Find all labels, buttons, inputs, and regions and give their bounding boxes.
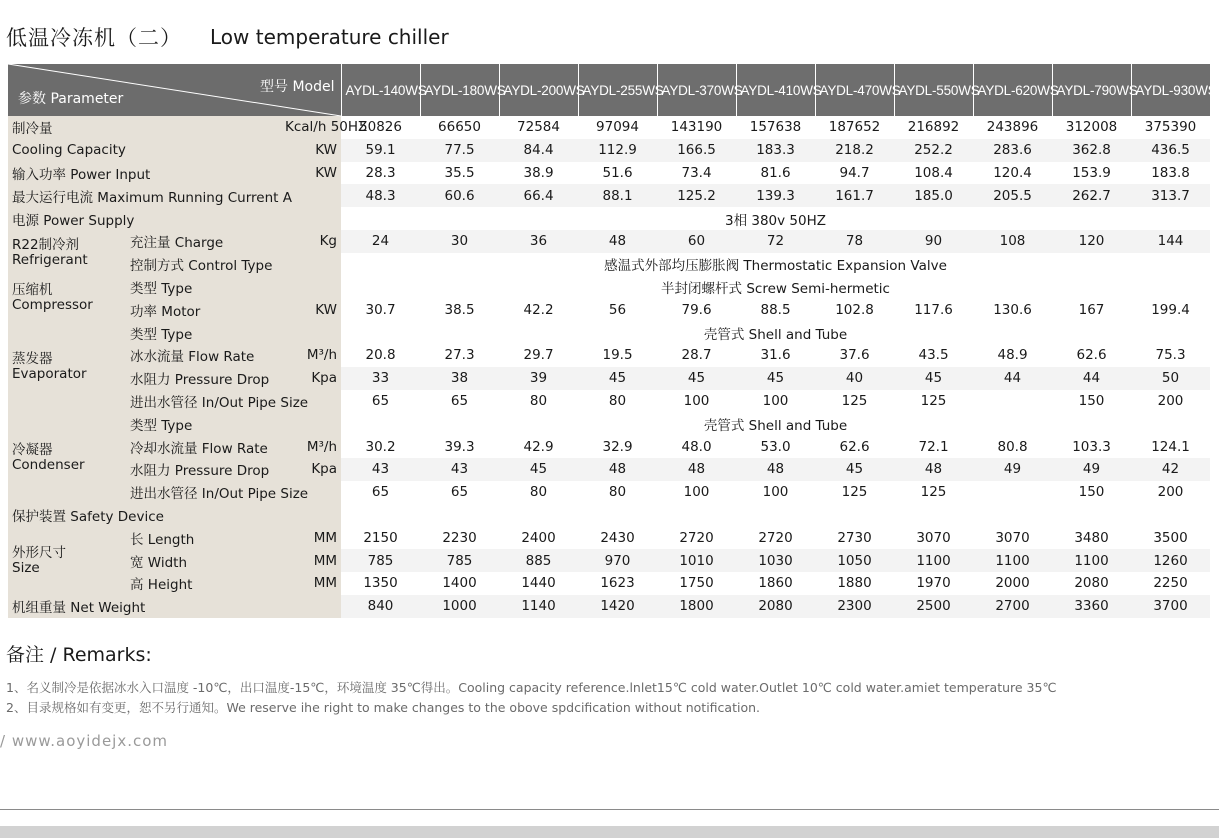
row-label: 宽 Width [126,549,281,572]
row-label: 保护装置 Safety Device [8,504,341,527]
row-label: 进出水管径 In/Out Pipe Size [126,481,341,504]
value-cell: 150 [1078,484,1105,501]
value-cell: 2080 [736,595,815,618]
row-unit: MM [281,526,341,549]
value-cell: 3700 [1131,595,1210,618]
value-cell: 2720 [758,529,793,546]
row-label: 长 Length [126,526,281,549]
row-label: 高 Height [126,572,281,595]
model-header: AYDL-180WS [420,64,499,116]
value-cell: 200 [1157,484,1184,501]
value-cell: 36 [499,230,578,253]
table-row [8,458,1210,481]
value-cell: 2230 [442,529,477,546]
table-row [8,435,1210,458]
value-cell: 108 [973,230,1052,253]
value-cell: 80 [608,392,627,409]
value-cell: 139.3 [736,184,815,207]
control-type-value: 感温式外部均压膨胀阀 Thermostatic Expansion Valve [604,258,947,275]
row-unit: M³/h [281,435,341,458]
row-label: 机组重量 Net Weight [8,595,341,618]
value-cell: 157638 [749,119,802,136]
value-cell: 50 [1131,367,1210,390]
row-label: 冷却水流量 Flow Rate [126,435,281,458]
value-cell: 90 [894,230,973,253]
value-cell: 40 [815,367,894,390]
value-cell: 1880 [837,575,872,592]
value-cell: 51.6 [602,164,633,181]
value-cell: 49 [973,458,1052,481]
group-label [8,526,126,594]
value-cell: 30.7 [365,301,396,318]
table-row [8,344,1210,367]
value-cell: 1050 [815,549,894,572]
corner-header-cell [8,64,341,116]
value-cell: 60.6 [420,184,499,207]
value-cell: 73.4 [681,164,712,181]
value-cell: 48.0 [681,438,712,455]
value-cell: 2150 [363,529,398,546]
value-cell: 43 [341,458,420,481]
value-cell: 1420 [578,595,657,618]
value-cell: 100 [683,392,710,409]
value-cell: 48 [736,458,815,481]
value-cell: 103.3 [1072,438,1111,455]
value-cell: 1100 [1052,549,1131,572]
value-cell: 48.9 [997,347,1028,364]
value-cell: 88.5 [760,301,791,318]
table-row [8,162,1210,185]
value-cell: 117.6 [914,301,953,318]
value-cell: 43.5 [918,347,949,364]
value-cell: 436.5 [1131,139,1210,162]
model-header: AYDL-550WS [894,64,973,116]
value-cell: 125 [841,392,868,409]
row-unit: M³/h [281,344,341,367]
value-cell: 60 [657,230,736,253]
row-unit: MM [281,549,341,572]
row-label: 进出水管径 In/Out Pipe Size [126,390,341,413]
value-cell: 187652 [828,119,881,136]
value-cell: 42 [1131,458,1210,481]
value-cell: 2000 [995,575,1030,592]
value-cell: 43 [420,458,499,481]
value-cell: 840 [341,595,420,618]
value-cell: 125 [920,484,947,501]
value-cell: 38.9 [523,164,554,181]
value-cell: 1260 [1131,549,1210,572]
value-cell: 362.8 [1052,139,1131,162]
value-cell: 153.9 [1072,164,1111,181]
row-label: 水阻力 Pressure Drop [126,367,281,390]
value-cell: 72 [736,230,815,253]
value-cell: 3070 [995,529,1030,546]
value-cell: 1860 [758,575,793,592]
value-cell: 1970 [916,575,951,592]
table-row [8,298,1210,321]
value-cell: 94.7 [839,164,870,181]
value-cell: 97094 [596,119,639,136]
value-cell: 45 [736,367,815,390]
value-cell: 1750 [679,575,714,592]
value-cell: 785 [420,549,499,572]
value-cell: 66.4 [499,184,578,207]
value-cell: 27.3 [444,347,475,364]
value-cell: 183.8 [1151,164,1190,181]
value-cell: 2500 [894,595,973,618]
value-cell: 59.1 [341,139,420,162]
row-unit: Kg [281,230,341,253]
value-cell: 31.6 [760,347,791,364]
value-cell: 38 [420,367,499,390]
value-cell: 167 [1078,301,1105,318]
remarks-title: 备注 / Remarks: [6,644,152,666]
table-row [8,276,1210,299]
title-en: Low temperature chiller [210,25,449,49]
value-cell: 78 [815,230,894,253]
value-cell: 45 [894,367,973,390]
value-cell: 62.6 [1076,347,1107,364]
table-row [8,504,1210,527]
value-cell: 32.9 [602,438,633,455]
value-cell: 45 [578,367,657,390]
table-row [8,572,1210,595]
value-cell: 48 [578,230,657,253]
table-row [8,230,1210,253]
group-label-cn: 蒸发器 [12,350,53,367]
group-label-en: Evaporator [12,365,87,382]
row-unit: Kcal/h 50HZ [281,116,341,139]
value-cell: 38.5 [444,301,475,318]
group-label-en: Condenser [12,456,85,473]
value-cell: 243896 [986,119,1039,136]
value-cell: 2700 [973,595,1052,618]
model-header: AYDL-255WS [578,64,657,116]
value-cell: 1350 [363,575,398,592]
value-cell: 45 [815,458,894,481]
table-row [8,549,1210,572]
value-cell: 2400 [521,529,556,546]
model-header: AYDL-930WS [1131,64,1210,116]
value-cell: 48 [578,458,657,481]
value-cell: 2250 [1153,575,1188,592]
value-cell: 1100 [894,549,973,572]
row-unit: KW [281,162,341,185]
value-cell: 1440 [521,575,556,592]
value-cell: 3360 [1052,595,1131,618]
value-cell: 312008 [1065,119,1118,136]
value-cell: 29.7 [523,347,554,364]
value-cell: 1400 [442,575,477,592]
model-header: AYDL-620WS [973,64,1052,116]
value-cell: 53.0 [760,438,791,455]
value-cell: 62.6 [839,438,870,455]
value-cell: 100 [762,392,789,409]
value-cell: 19.5 [602,347,633,364]
footer-bar [0,826,1219,838]
power-supply-value: 3相 380v 50HZ [725,212,827,229]
value-cell: 45 [499,458,578,481]
value-cell: 1623 [600,575,635,592]
value-cell: 66650 [438,119,481,136]
value-cell: 161.7 [815,184,894,207]
group-label-cn: 冷凝器 [12,441,53,458]
value-cell: 3070 [916,529,951,546]
value-cell: 56 [608,301,627,318]
group-label-cn: 压缩机 [12,282,53,299]
website-link[interactable]: / www.aoyidejx.com [0,732,169,750]
value-cell: 65 [450,484,469,501]
value-cell: 80 [608,484,627,501]
page-title [6,20,449,54]
table-row [8,595,1210,618]
row-label: 输入功率 Power Input [8,162,281,185]
value-cell: 112.9 [578,139,657,162]
model-header: AYDL-790WS [1052,64,1131,116]
value-cell: 30 [420,230,499,253]
value-cell: 885 [499,549,578,572]
value-cell: 77.5 [420,139,499,162]
model-header: AYDL-470WS [815,64,894,116]
group-label-en: Size [12,559,40,576]
value-cell: 1800 [657,595,736,618]
table-row [8,367,1210,390]
evaporator-type-value: 壳管式 Shell and Tube [703,326,848,343]
value-cell: 970 [578,549,657,572]
value-cell: 124.1 [1151,438,1190,455]
value-cell: 3500 [1153,529,1188,546]
model-header: AYDL-370WS [657,64,736,116]
value-cell: 130.6 [993,301,1032,318]
value-cell: 35.5 [444,164,475,181]
remark-note: 1、名义制冷是依据冰水入口温度 -10℃，出口温度-15℃，环境温度 35℃得出。Cooling capacity reference.lnlet15℃ cold water.Outlet 10℃ cold water.amiet temperature 35℃ [6,680,1057,695]
value-cell: 125.2 [657,184,736,207]
table-row [8,412,1210,435]
value-cell: 2720 [679,529,714,546]
value-cell: 252.2 [894,139,973,162]
row-label: 水阻力 Pressure Drop [126,458,281,481]
value-cell: 48.3 [341,184,420,207]
value-cell: 65 [371,392,390,409]
title-cn: 低温冷冻机（二） [6,26,182,50]
value-cell: 218.2 [815,139,894,162]
value-cell: 1140 [499,595,578,618]
value-cell: 166.5 [657,139,736,162]
value-cell: 262.7 [1052,184,1131,207]
value-cell: 30.2 [365,438,396,455]
group-label-cn: 外形尺寸 [12,544,66,561]
value-cell: 120.4 [993,164,1032,181]
value-cell: 88.1 [578,184,657,207]
row-label: 冰水流量 Flow Rate [126,344,281,367]
model-label: 型号 Model [260,79,335,95]
group-label-cn: R22制冷剂 [12,236,80,253]
value-cell: 108.4 [914,164,953,181]
value-cell: 45 [657,367,736,390]
value-cell: 28.3 [365,164,396,181]
value-cell: 48 [657,458,736,481]
value-cell: 100 [762,484,789,501]
value-cell: 3480 [1074,529,1109,546]
parameter-label: 参数 Parameter [18,91,124,107]
group-label [8,276,126,322]
table-row [8,481,1210,504]
value-cell: 28.7 [681,347,712,364]
value-cell: 144 [1131,230,1210,253]
value-cell: 39.3 [444,438,475,455]
value-cell: 80 [529,392,548,409]
value-cell: 48 [894,458,973,481]
row-label: 类型 Type [126,412,341,435]
value-cell: 50826 [359,119,402,136]
table-row [8,390,1210,413]
value-cell: 2300 [815,595,894,618]
group-label [8,321,126,412]
value-cell: 100 [683,484,710,501]
value-cell [973,390,1052,413]
model-header: AYDL-410WS [736,64,815,116]
table-row [8,207,1210,230]
row-label: 类型 Type [126,276,341,299]
value-cell: 39 [499,367,578,390]
value-cell: 65 [450,392,469,409]
row-unit: KW [281,139,341,162]
condenser-type-value: 壳管式 Shell and Tube [703,417,848,434]
value-cell: 42.2 [523,301,554,318]
value-cell: 37.6 [839,347,870,364]
compressor-type-value: 半封闭螺杆式 Screw Semi-hermetic [661,280,890,297]
value-cell: 75.3 [1155,347,1186,364]
value-cell: 65 [371,484,390,501]
value-cell: 42.9 [523,438,554,455]
remark-note: 2、目录规格如有变更，恕不另行通知。We reserve ihe right to make changes to the obove spdcification without notification. [6,700,760,715]
value-cell: 2430 [600,529,635,546]
table-row [8,526,1210,549]
value-cell: 84.4 [499,139,578,162]
value-cell: 375390 [1144,119,1197,136]
value-cell: 125 [920,392,947,409]
value-cell: 1000 [420,595,499,618]
row-unit: KW [281,298,341,321]
value-cell: 205.5 [973,184,1052,207]
model-header: AYDL-200WS [499,64,578,116]
divider [0,809,1219,810]
table-row [8,321,1210,344]
row-label: 功率 Motor [126,298,281,321]
value-cell: 1030 [736,549,815,572]
row-unit: MM [281,572,341,595]
value-cell: 44 [1052,367,1131,390]
value-cell: 216892 [907,119,960,136]
table-row [8,253,1210,276]
model-header: AYDL-140WS [341,64,420,116]
safety-device-value [341,504,1210,527]
group-label [8,412,126,503]
row-label: 充注量 Charge [126,230,281,253]
value-cell: 20.8 [365,347,396,364]
value-cell: 785 [341,549,420,572]
row-label: 制冷量 [8,116,281,139]
value-cell: 120 [1052,230,1131,253]
value-cell: 1100 [973,549,1052,572]
value-cell: 24 [341,230,420,253]
table-row [8,184,1210,207]
row-label: 最大运行电流 Maximum Running Current A [8,184,341,207]
value-cell: 2080 [1074,575,1109,592]
value-cell: 143190 [670,119,723,136]
value-cell: 125 [841,484,868,501]
value-cell: 283.6 [973,139,1052,162]
value-cell: 80 [529,484,548,501]
value-cell [973,481,1052,504]
value-cell: 33 [341,367,420,390]
value-cell: 44 [973,367,1052,390]
value-cell: 2730 [837,529,872,546]
value-cell: 200 [1157,392,1184,409]
value-cell: 49 [1052,458,1131,481]
value-cell: 199.4 [1151,301,1190,318]
value-cell: 72.1 [918,438,949,455]
value-cell: 80.8 [997,438,1028,455]
value-cell: 183.3 [736,139,815,162]
row-label: 控制方式 Control Type [126,253,341,276]
row-label: 类型 Type [126,321,341,344]
spec-table [8,64,1217,618]
header-row [8,64,1210,116]
value-cell: 185.0 [894,184,973,207]
value-cell: 102.8 [835,301,874,318]
row-label: 电源 Power Supply [8,207,341,230]
row-unit: Kpa [281,458,341,481]
table-row [8,139,1210,162]
row-label: Cooling Capacity [8,139,281,162]
value-cell: 72584 [517,119,560,136]
group-label [8,230,126,276]
group-label-en: Refrigerant [12,251,88,268]
value-cell: 79.6 [681,301,712,318]
value-cell: 150 [1078,392,1105,409]
value-cell: 1010 [657,549,736,572]
row-unit: Kpa [281,367,341,390]
group-label-en: Compressor [12,297,93,314]
value-cell: 313.7 [1131,184,1210,207]
table-row [8,116,1210,139]
value-cell: 81.6 [760,164,791,181]
